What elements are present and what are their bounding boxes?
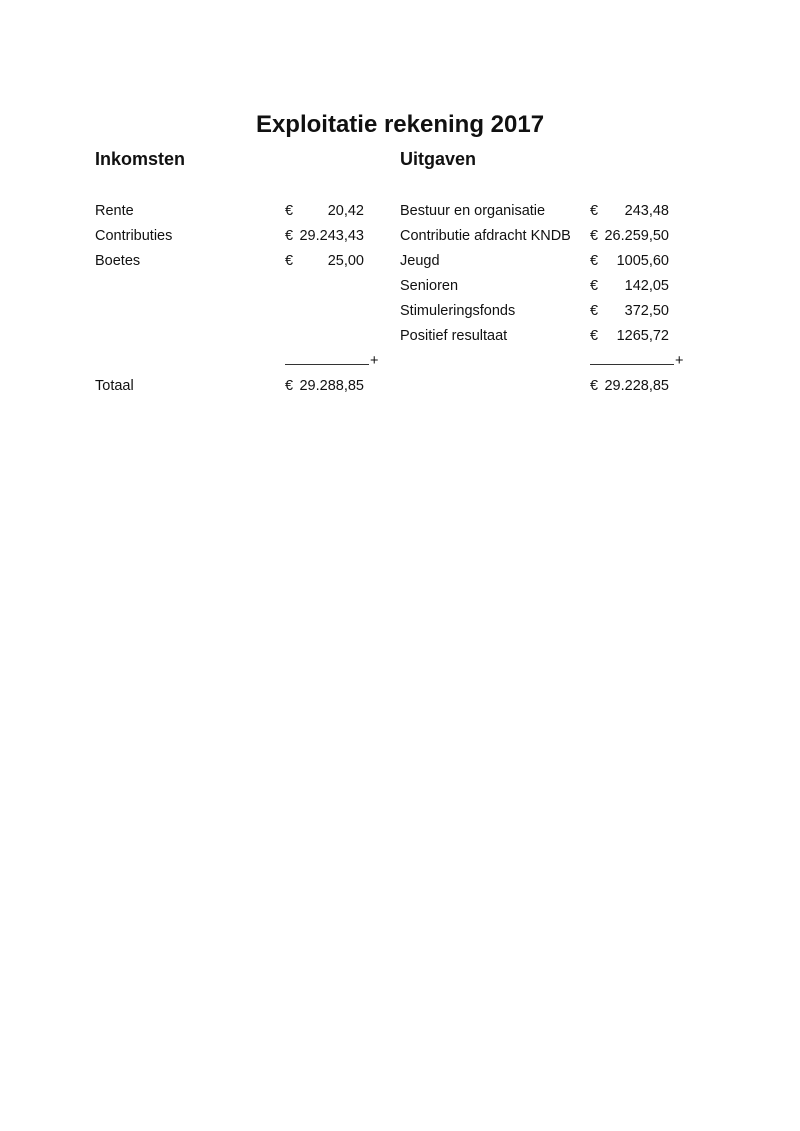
expense-amount: 26.259,50 [604, 228, 669, 244]
income-amount: 29.243,43 [299, 228, 364, 244]
document-title: Exploitatie rekening 2017 [255, 111, 545, 138]
expense-row [0, 327, 800, 345]
currency-symbol: € [285, 228, 294, 244]
currency-symbol: € [285, 378, 294, 394]
expense-label: Bestuur en organisatie [400, 203, 546, 219]
currency-symbol: € [590, 203, 599, 219]
sum-plus-sign: + [370, 353, 379, 369]
sum-plus-sign: + [675, 353, 684, 369]
expenses-sum-line [590, 352, 683, 370]
income-label: Contributies [95, 228, 173, 244]
currency-symbol: € [285, 253, 294, 269]
sum-underline [590, 352, 674, 365]
expense-label: Senioren [400, 278, 459, 294]
expense-label: Jeugd [400, 253, 440, 269]
currency-symbol: € [590, 253, 599, 269]
income-total-amount: 29.288,85 [299, 378, 364, 394]
currency-symbol: € [285, 203, 294, 219]
currency-symbol: € [590, 228, 599, 244]
expense-label: Stimuleringsfonds [400, 303, 516, 319]
total-label: Totaal [95, 378, 134, 394]
expense-amount: 1005,60 [616, 253, 669, 269]
expense-row [0, 252, 800, 270]
expense-row [0, 202, 800, 220]
currency-symbol: € [590, 328, 599, 344]
expenses-total-row [0, 377, 800, 395]
expense-row [0, 227, 800, 245]
currency-symbol: € [590, 378, 599, 394]
expense-amount: 1265,72 [616, 328, 669, 344]
income-amount: 20,42 [327, 203, 364, 219]
expense-amount: 142,05 [624, 278, 669, 294]
income-sum-line [285, 352, 378, 370]
expenses-total-amount: 29.228,85 [604, 378, 669, 394]
income-heading: Inkomsten [95, 149, 186, 169]
expense-row [0, 277, 800, 295]
expense-amount: 372,50 [624, 303, 669, 319]
expense-amount: 243,48 [624, 203, 669, 219]
expenses-heading: Uitgaven [400, 149, 477, 169]
currency-symbol: € [590, 278, 599, 294]
income-label: Rente [95, 203, 134, 219]
expense-row [0, 302, 800, 320]
expense-label: Positief resultaat [400, 328, 508, 344]
sum-underline [285, 352, 369, 365]
income-label: Boetes [95, 253, 141, 269]
currency-symbol: € [590, 303, 599, 319]
income-amount: 25,00 [327, 253, 364, 269]
expense-label: Contributie afdracht KNDB [400, 228, 571, 244]
